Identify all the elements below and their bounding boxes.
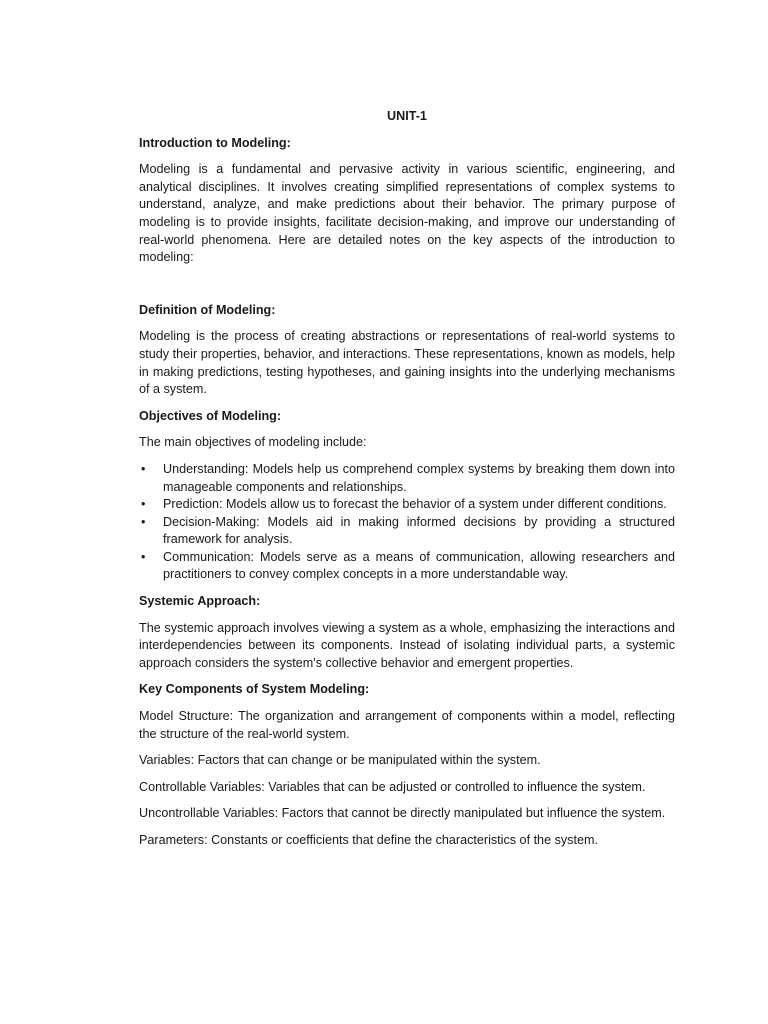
- definition-heading: Definition of Modeling:: [139, 302, 276, 317]
- list-item-text: Communication: Models serve as a means of communication, allowing researchers and practitioners to convey complex concepts in a more understandable way.: [163, 549, 675, 582]
- list-item: [139, 514, 675, 549]
- systemic-heading: Systemic Approach:: [139, 594, 261, 609]
- bullet-icon: •: [141, 514, 146, 529]
- objectives-lead: The main objectives of modeling include:: [139, 435, 367, 450]
- components-heading: Key Components of System Modeling:: [139, 682, 370, 697]
- component-parameters: Parameters: Constants or coefficients that define the characteristics of the system.: [139, 833, 598, 847]
- intro-heading: Introduction to Modeling:: [139, 135, 291, 150]
- section-spacer: [139, 276, 675, 302]
- objectives-list: [139, 461, 675, 584]
- list-item-text: Understanding: Models help us comprehend complex systems by breaking them down into manageable components and relationships.: [163, 461, 675, 494]
- objectives-heading: Objectives of Modeling:: [139, 408, 282, 423]
- list-item-text: Decision-Making: Models aid in making informed decisions by providing a structured framework for analysis.: [163, 514, 675, 547]
- list-item: [139, 496, 675, 514]
- systemic-paragraph: The systemic approach involves viewing a system as a whole, emphasizing the interactions and interdependencies between its components. Instead of isolating individual parts, a systemic approach considers the system's collective behavior and emergent properties.: [139, 620, 675, 670]
- definition-paragraph: Modeling is the process of creating abstractions or representations of real-world systems to study their properties, behavior, and interactions. These representations, known as models, help in making predictions, testing hypotheses, and gaining insights into the underlying mechanisms of a system.: [139, 329, 675, 397]
- document-page: [139, 108, 675, 859]
- list-item: [139, 461, 675, 496]
- intro-paragraph: Modeling is a fundamental and pervasive activity in various scientific, engineering, and analytical disciplines. It involves creating simplified representations of complex systems to understand, analyze, and make predictions about their behavior. The primary purpose of modeling is to provide insights, facilitate decision-making, and improve our understanding of real-world phenomena. Here are detailed notes on the key aspects of the introduction to modeling:: [139, 162, 675, 265]
- list-item: [139, 549, 675, 584]
- component-controllable-variables: Controllable Variables: Variables that can be adjusted or controlled to influence the system.: [139, 779, 646, 794]
- unit-title: UNIT-1: [387, 109, 427, 123]
- bullet-icon: •: [141, 461, 146, 476]
- bullet-icon: •: [141, 549, 146, 564]
- component-variables: Variables: Factors that can change or be manipulated within the system.: [139, 753, 541, 768]
- component-model-structure: Model Structure: The organization and arrangement of components within a model, reflecting the structure of the real-world system.: [139, 709, 675, 741]
- bullet-icon: •: [141, 497, 146, 512]
- component-uncontrollable-variables: Uncontrollable Variables: Factors that cannot be directly manipulated but influence the system.: [139, 806, 666, 821]
- list-item-text: Prediction: Models allow us to forecast the behavior of a system under different conditions.: [163, 497, 667, 512]
